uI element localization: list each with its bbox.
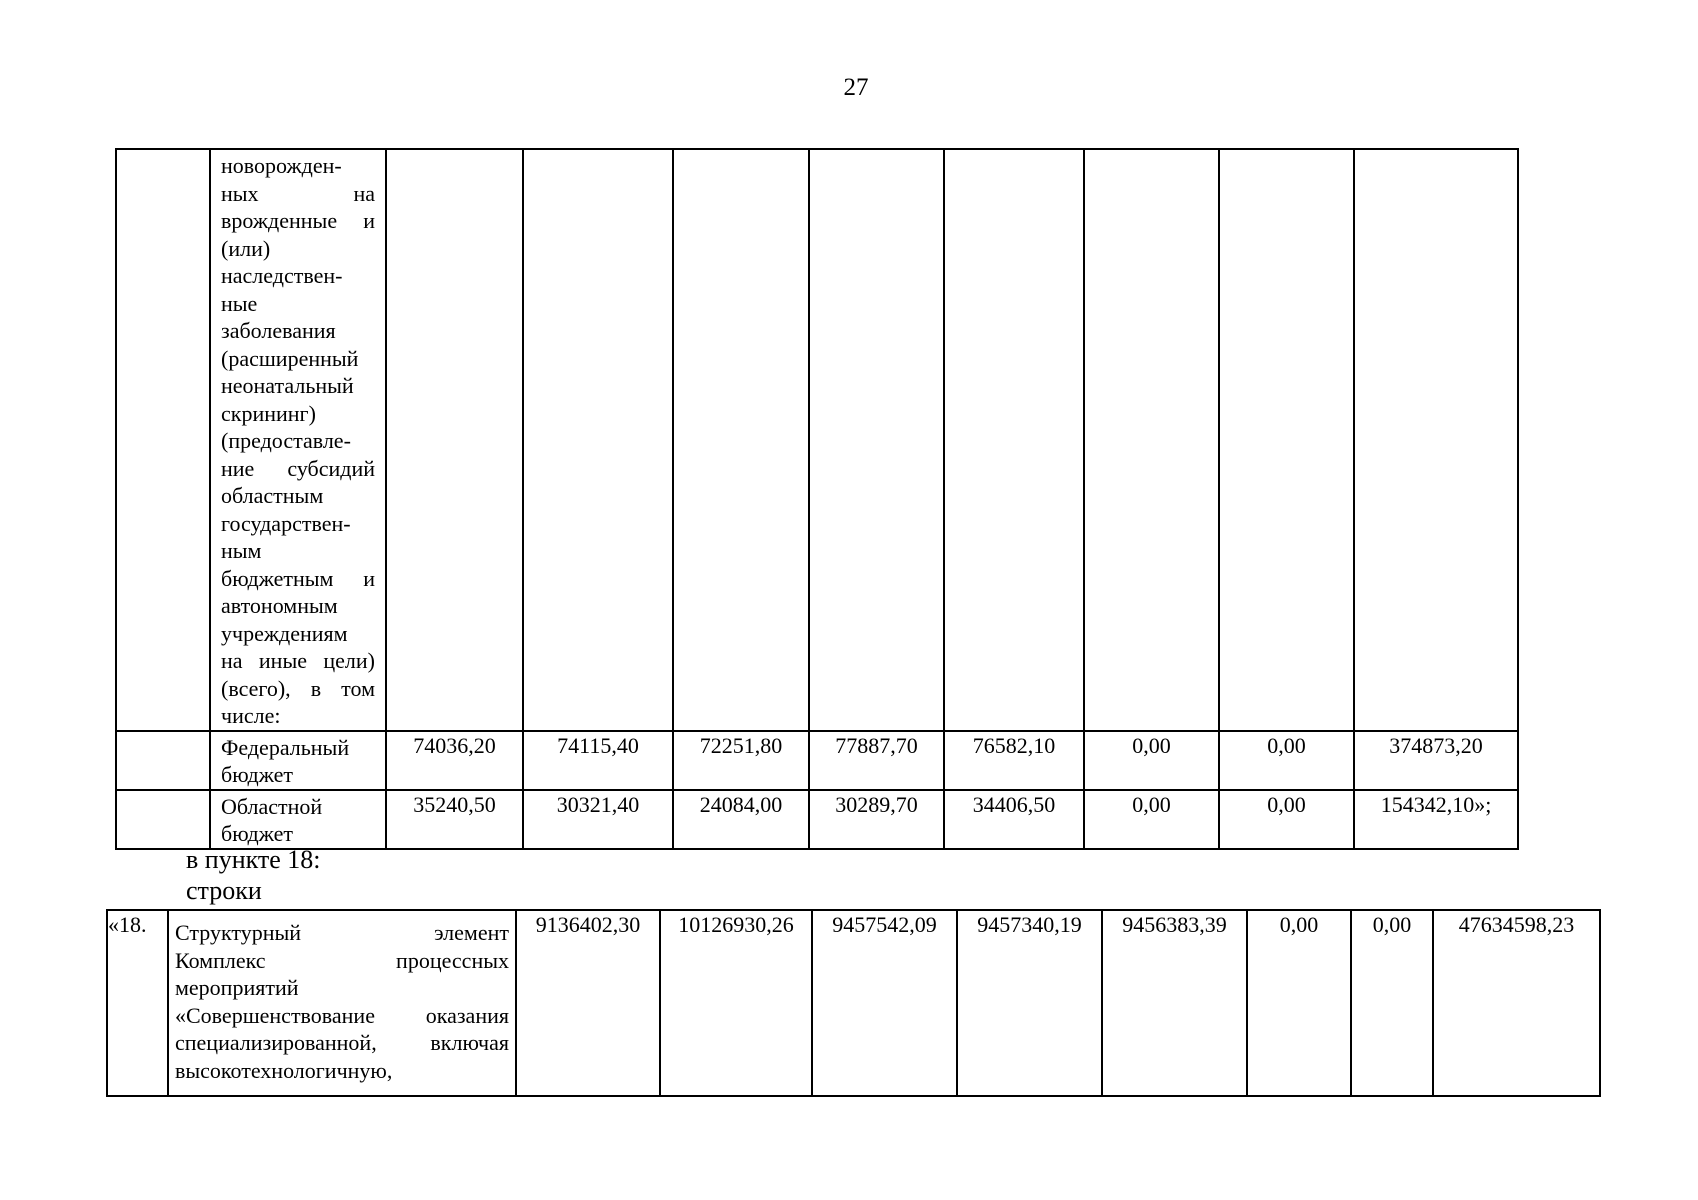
description-line: специализированной, включая bbox=[175, 1030, 509, 1055]
description-line: ным bbox=[221, 538, 262, 563]
value-cell: 77887,70 bbox=[809, 731, 944, 790]
index-cell bbox=[116, 149, 210, 731]
value-cell: 30321,40 bbox=[523, 790, 673, 849]
description-line: врожденные и bbox=[221, 208, 375, 233]
value-cell: 74036,20 bbox=[386, 731, 523, 790]
table-row bbox=[116, 790, 1518, 849]
value-cell: 0,00 bbox=[1219, 790, 1354, 849]
value-cell: 0,00 bbox=[1219, 731, 1354, 790]
index-cell bbox=[116, 731, 210, 790]
description-cell bbox=[210, 149, 386, 731]
value-cell: 74115,40 bbox=[523, 731, 673, 790]
value-cell: 0,00 bbox=[1351, 910, 1433, 1096]
description-line: (или) bbox=[221, 235, 271, 261]
description-line: «Совершенствование оказания bbox=[175, 1002, 509, 1028]
description-line: новорожден- bbox=[221, 153, 342, 178]
value-cell: 0,00 bbox=[1084, 790, 1219, 849]
description-line: наследствен- bbox=[221, 263, 343, 288]
table-row bbox=[107, 910, 1600, 1096]
value-cell: 9136402,30 bbox=[516, 910, 660, 1096]
value-cell: 30289,70 bbox=[809, 790, 944, 849]
value-cell: 24084,00 bbox=[673, 790, 809, 849]
description-line: автономным bbox=[221, 593, 338, 618]
table-row bbox=[116, 149, 1518, 731]
total-cell: 154342,10»; bbox=[1354, 790, 1518, 849]
description-line: (всего), в том bbox=[221, 675, 375, 701]
description-line: скрининг) bbox=[221, 400, 316, 426]
description-line: ние субсидий bbox=[221, 455, 375, 481]
description-line: (предоставле- bbox=[221, 428, 351, 453]
description-line: высокотехнологичную, bbox=[175, 1057, 393, 1083]
description-line: заболевания bbox=[221, 318, 336, 343]
value-cell: 72251,80 bbox=[673, 731, 809, 790]
row-label-line: Областной bbox=[221, 793, 323, 819]
total-cell: 47634598,23 bbox=[1433, 910, 1600, 1096]
description-line: государствен- bbox=[221, 510, 351, 536]
description-line: (расширенный bbox=[221, 345, 359, 371]
index-cell: «18. bbox=[107, 910, 168, 1096]
description-line: числе: bbox=[221, 703, 281, 728]
value-cell: 9457340,19 bbox=[957, 910, 1102, 1096]
budget-table-item-18 bbox=[106, 909, 1601, 1097]
description-line: Структурный элемент bbox=[175, 920, 509, 945]
table-row bbox=[116, 731, 1518, 790]
description-line: учреждениям bbox=[221, 620, 348, 646]
value-cell: 0,00 bbox=[1084, 731, 1219, 790]
row-label bbox=[210, 790, 386, 849]
paragraph-line: в пункте 18: bbox=[186, 845, 321, 874]
description-line: областным bbox=[221, 483, 324, 508]
description-line: неонатальный bbox=[221, 373, 354, 398]
row-label-line: Федеральный bbox=[221, 734, 350, 760]
value-cell: 35240,50 bbox=[386, 790, 523, 849]
value-cell: 76582,10 bbox=[944, 731, 1084, 790]
page-number: 27 bbox=[843, 74, 869, 101]
row-label-line: бюджет bbox=[221, 762, 293, 787]
description-line: ных на bbox=[221, 180, 375, 206]
description-line: мероприятий bbox=[175, 975, 299, 1000]
description-line: на иные цели) bbox=[221, 648, 375, 673]
budget-table-continuation bbox=[115, 148, 1519, 850]
row-label bbox=[210, 731, 386, 790]
value-cell: 0,00 bbox=[1247, 910, 1351, 1096]
description-line: Комплекс процессных bbox=[175, 947, 509, 973]
value-cell: 34406,50 bbox=[944, 790, 1084, 849]
value-cell: 9456383,39 bbox=[1102, 910, 1247, 1096]
paragraph-line: строки bbox=[186, 876, 262, 905]
value-cell: 10126930,26 bbox=[660, 910, 812, 1096]
description-line: бюджетным и bbox=[221, 565, 375, 591]
index-cell bbox=[116, 790, 210, 849]
total-cell: 374873,20 bbox=[1354, 731, 1518, 790]
description-line: ные bbox=[221, 290, 258, 316]
description-cell bbox=[168, 910, 516, 1096]
row-label-line: бюджет bbox=[221, 821, 293, 846]
value-cell: 9457542,09 bbox=[812, 910, 957, 1096]
